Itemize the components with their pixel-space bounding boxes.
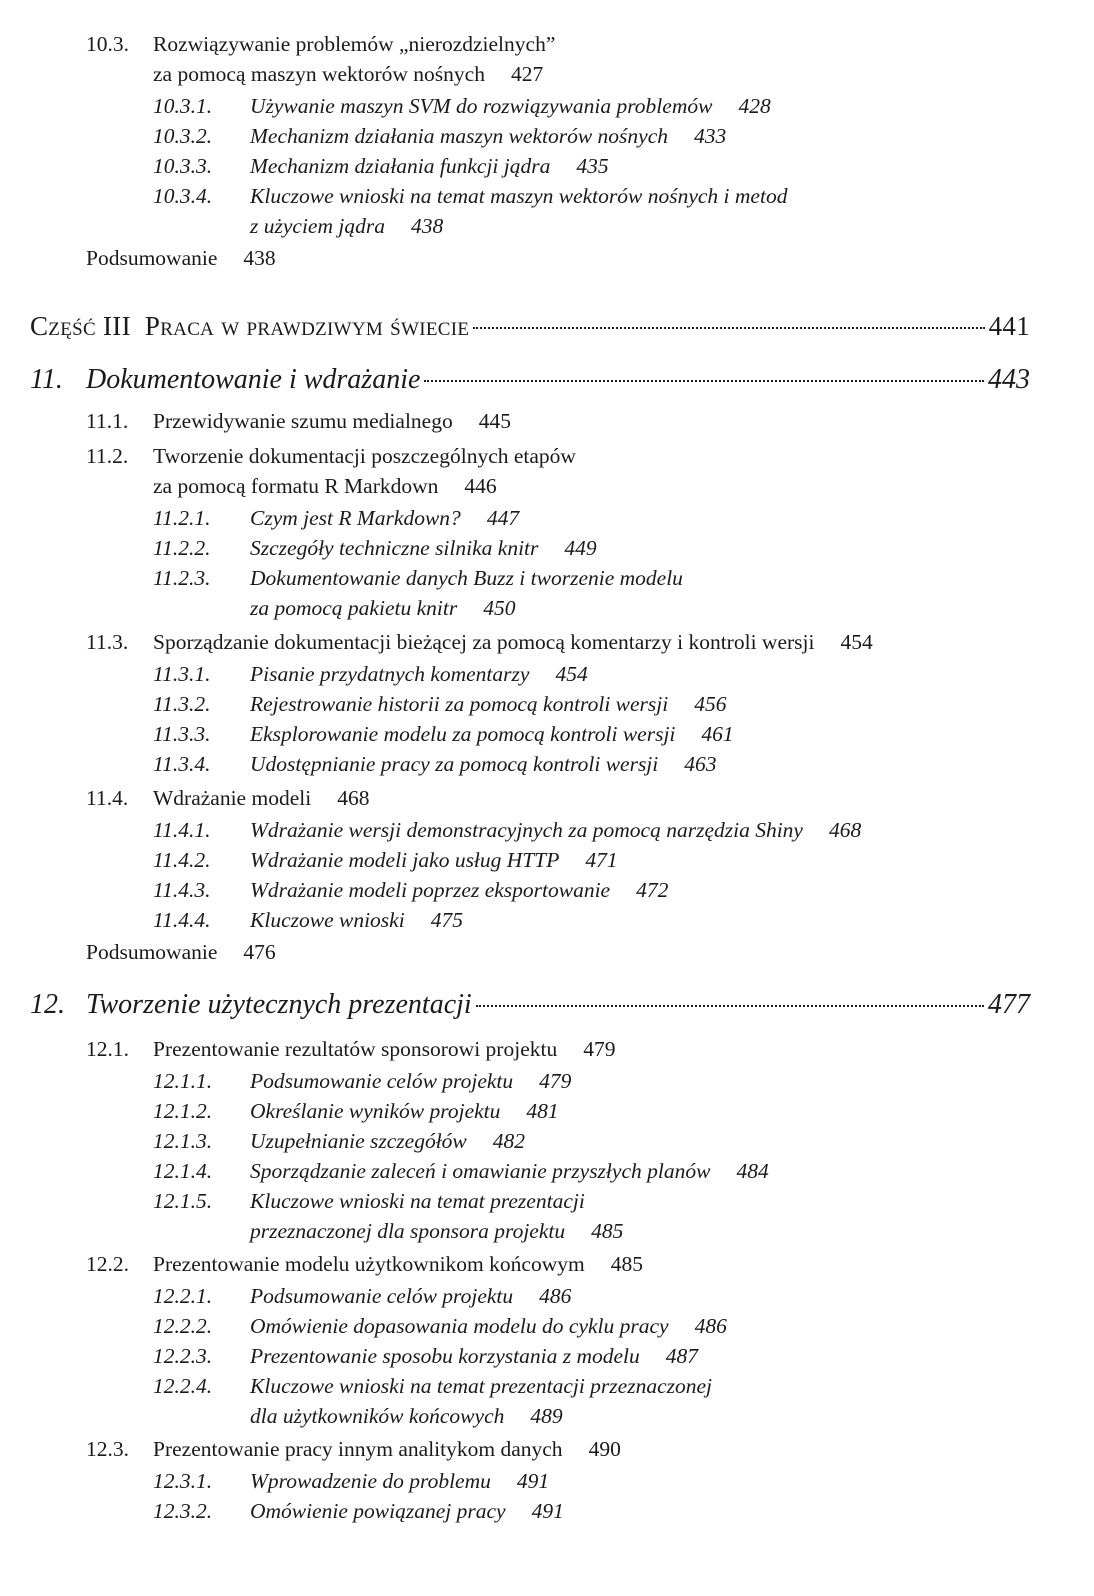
subsection-number: 10.3.3. [153,154,213,178]
subsection-number: 12.3.1. [153,1469,213,1493]
subsection-title: Uzupełnianie szczegółów [250,1129,467,1153]
page-number: 477 [988,989,1030,1020]
page-number: 449 [564,536,597,560]
subsection-number: 12.1.3. [153,1129,213,1153]
page-number: 472 [636,878,669,902]
page-number: 490 [588,1437,621,1461]
subsection-title: Wdrażanie modeli jako usług HTTP [250,848,560,872]
page-number: 485 [591,1219,624,1243]
chapter-title: Tworzenie użytecznych prezentacji [86,989,472,1020]
page-number: 454 [555,662,588,686]
chapter-title: Dokumentowanie i wdrażanie [86,364,421,395]
subsection-number: 12.3.2. [153,1499,213,1523]
page-number: 463 [684,752,717,776]
section-number: 12.2. [86,1252,129,1276]
section-title: Rozwiązywanie problemów „nierozdzielnych” [153,32,556,56]
subsection-title: Kluczowe wnioski na temat prezentacji [250,1189,585,1213]
subsection-number: 12.2.4. [153,1374,213,1398]
subsection-title: Wdrażanie wersji demonstracyjnych za pomocą narzędzia Shiny [250,818,803,842]
page-number: 468 [828,818,862,842]
subsection-number: 12.1.5. [153,1189,213,1213]
subsection-title: Eksplorowanie modelu za pomocą kontroli wersji [250,722,676,746]
subsection-number: 10.3.1. [153,94,213,118]
page-number: 441 [988,311,1030,341]
subsection-title: Podsumowanie celów projektu [250,1284,514,1308]
subsection-number: 11.4.4. [153,908,211,932]
subsection-number: 10.3.2. [153,124,213,148]
page-number: 485 [610,1252,643,1276]
page-number: 438 [410,214,444,238]
subsection-number: 12.2.2. [153,1314,213,1338]
page-number: 438 [243,246,276,270]
subsection-title: Mechanizm działania maszyn wektorów nośnych [250,124,669,148]
page-number: 471 [585,848,618,872]
section-title-cont: za pomocą formatu R Markdown [153,474,439,498]
subsection-title: Wdrażanie modeli poprzez eksportowanie [250,878,611,902]
subsection-number: 11.2.2. [153,536,211,560]
section-title-cont: za pomocą maszyn wektorów nośnych [153,62,485,86]
page-number: 450 [483,596,516,620]
page-number: 489 [530,1404,563,1428]
page-number: 479 [539,1069,572,1093]
chapter-number: 11. [30,364,63,395]
toc-summary [86,940,276,965]
section-title: Przewidywanie szumu medialnego [153,409,453,433]
part-title: Praca w prawdziwym świecie [144,311,470,341]
subsection-title: Kluczowe wnioski na temat prezentacji przeznaczonej [250,1374,712,1398]
summary-label: Podsumowanie [86,940,218,964]
subsection-title: Udostępnianie pracy za pomocą kontroli wersji [250,752,659,776]
page-number: 447 [486,506,520,530]
page-number: 427 [510,62,544,86]
toc-chapter-11 [30,364,1030,400]
page-number: 491 [531,1499,564,1523]
subsection-title: Prezentowanie sposobu korzystania z modelu [250,1344,640,1368]
page-number: 443 [988,364,1030,395]
toc-summary [86,246,276,271]
section-number: 10.3. [86,32,129,56]
page-number: 435 [576,154,609,178]
dot-leader [424,380,984,382]
dot-leader [473,327,984,329]
page-number: 484 [736,1159,769,1183]
page-number: 456 [694,692,727,716]
page-number: 475 [430,908,463,932]
subsection-title-cont: z użyciem jądra [250,214,385,238]
section-number: 11.2. [86,444,129,468]
subsection-number: 11.2.3. [153,566,211,590]
section-number: 11.4. [86,786,129,810]
page-number: 428 [738,94,771,118]
subsection-number: 11.4.3. [153,878,211,902]
page-number: 468 [337,786,370,810]
subsection-title: Używanie maszyn SVM do rozwiązywania problemów [250,94,713,118]
page-number: 454 [840,630,873,654]
subsection-title: Pisanie przydatnych komentarzy [250,662,530,686]
section-number: 12.1. [86,1037,129,1061]
subsection-title: Omówienie dopasowania modelu do cyklu pracy [250,1314,669,1338]
page-number: 446 [464,474,497,498]
section-title: Wdrażanie modeli [153,786,312,810]
subsection-number: 11.2.1. [153,506,211,530]
summary-label: Podsumowanie [86,246,218,270]
subsection-number: 11.3.2. [153,692,211,716]
subsection-title: Określanie wyników projektu [250,1099,501,1123]
page-number: 445 [478,409,511,433]
page-number: 487 [665,1344,699,1368]
subsection-title: Dokumentowanie danych Buzz i tworzenie modelu [250,566,683,590]
subsection-number: 11.4.1. [153,818,211,842]
subsection-title: Omówienie powiązanej pracy [250,1499,506,1523]
subsection-title: Kluczowe wnioski [250,908,405,932]
page-number: 461 [701,722,734,746]
subsection-number: 12.2.3. [153,1344,213,1368]
subsection-number: 11.4.2. [153,848,211,872]
page-number: 479 [583,1037,616,1061]
section-number: 11.1. [86,409,129,433]
page-number: 491 [516,1469,550,1493]
section-number: 11.3. [86,630,129,654]
subsection-title-cont: dla użytkowników końcowych [250,1404,505,1428]
subsection-number: 12.1.1. [153,1069,213,1093]
subsection-title: Mechanizm działania funkcji jądra [250,154,551,178]
subsection-title: Czym jest R Markdown? [250,506,461,530]
subsection-title: Szczegóły techniczne silnika knitr [250,536,539,560]
subsection-number: 11.3.4. [153,752,211,776]
subsection-number: 12.1.2. [153,1099,213,1123]
subsection-title: Sporządzanie zaleceń i omawianie przyszłych planów [250,1159,711,1183]
subsection-title: Wprowadzenie do problemu [250,1469,491,1493]
page-number: 482 [492,1129,526,1153]
chapter-number: 12. [30,989,65,1020]
page-number: 486 [694,1314,727,1338]
section-title: Tworzenie dokumentacji poszczególnych etapów [153,444,576,468]
subsection-title-cont: przeznaczonej dla sponsora projektu [250,1219,566,1243]
part-label: Część III [30,311,131,341]
subsection-title: Kluczowe wnioski na temat maszyn wektorów nośnych i metod [250,184,788,208]
subsection-title-cont: za pomocą pakietu knitr [250,596,458,620]
subsection-number: 11.3.1. [153,662,211,686]
page-number: 433 [694,124,727,148]
subsection-number: 12.2.1. [153,1284,213,1308]
page-number: 476 [243,940,276,964]
subsection-title: Rejestrowanie historii za pomocą kontroli wersji [250,692,669,716]
dot-leader [476,1005,984,1007]
subsection-number: 12.1.4. [153,1159,213,1183]
section-title: Sporządzanie dokumentacji bieżącej za pomocą komentarzy i kontroli wersji [153,630,815,654]
subsection-title: Podsumowanie celów projektu [250,1069,514,1093]
section-title: Prezentowanie rezultatów sponsorowi projektu [153,1037,558,1061]
subsection-number: 10.3.4. [153,184,213,208]
toc-chapter-12 [30,989,1030,1025]
subsection-number: 11.3.3. [153,722,211,746]
toc-part-heading [30,311,1030,345]
section-title: Prezentowanie modelu użytkownikom końcowym [153,1252,585,1276]
page-number: 481 [526,1099,559,1123]
section-number: 12.3. [86,1437,129,1461]
section-title: Prezentowanie pracy innym analitykom danych [153,1437,563,1461]
page-number: 486 [539,1284,572,1308]
